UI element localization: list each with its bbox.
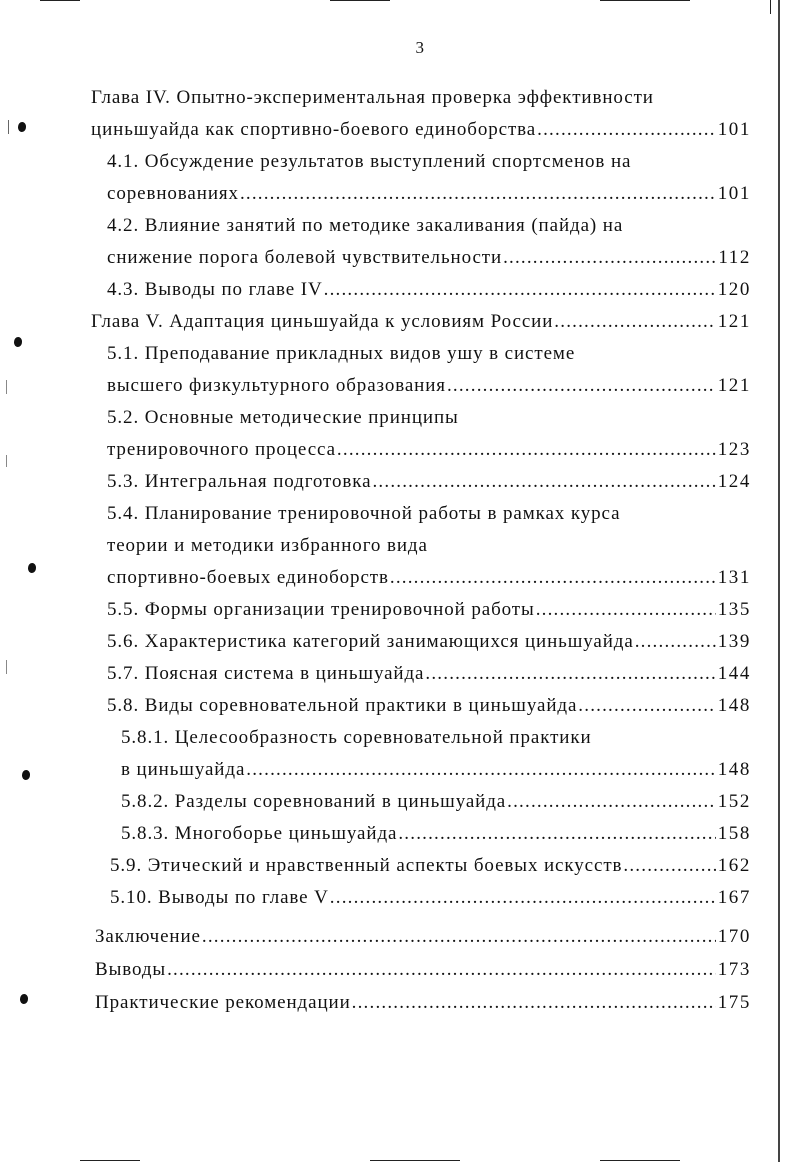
toc-line: [95, 921, 751, 953]
toc-line: [95, 954, 751, 986]
toc-leader-dots: [536, 594, 716, 626]
toc-entry-text: теории и методики избранного вида: [107, 535, 428, 556]
toc-entry-text: 4.3. Выводы по главе IV: [107, 279, 323, 300]
toc-line: [107, 274, 751, 306]
toc-line: [95, 987, 751, 1019]
toc-line: [110, 850, 751, 882]
toc-line: [107, 242, 751, 274]
scan-line-bottom-mid: [370, 1160, 460, 1161]
toc-line: [107, 562, 751, 594]
toc-entry-text: 5.4. Планирование тренировочной работы в рамках курса: [107, 503, 621, 524]
scan-margin-tick-2: [6, 380, 7, 394]
toc-leader-dots: [246, 754, 715, 786]
scan-line-top-mid: [330, 0, 390, 1]
toc-leader-dots: [398, 818, 715, 850]
scan-line-top-right: [600, 0, 690, 1]
toc-leader-dots: [623, 850, 715, 882]
toc-entry-text: 5.1. Преподавание прикладных видов ушу в системе: [107, 343, 576, 364]
toc-line: [121, 818, 751, 850]
toc-line: [107, 530, 428, 562]
toc-leader-dots: [554, 306, 715, 338]
toc-line: [121, 722, 592, 754]
toc-line: [107, 338, 575, 370]
toc-entry-text: тренировочного процесса: [107, 439, 336, 460]
toc-page-number: 167: [717, 887, 751, 908]
toc-entry-text: 5.8. Виды соревновательной практики в циньшуайда: [107, 695, 578, 716]
toc-entry-text: снижение порога болевой чувствительности: [107, 247, 503, 268]
toc-page-number: 173: [717, 959, 751, 980]
toc-entry-text: 5.5. Формы организации тренировочной работы: [107, 599, 535, 620]
toc-page-number: 135: [717, 599, 751, 620]
toc-entry-text: соревнованиях: [107, 183, 239, 204]
toc-entry-text: высшего физкультурного образования: [107, 375, 446, 396]
toc-entry-text: Глава V. Адаптация циньшуайда к условиям России: [91, 311, 554, 332]
toc-line: [107, 690, 751, 722]
toc-entry-text: Заключение: [95, 926, 201, 947]
toc-leader-dots: [330, 882, 716, 914]
toc-page-number: 175: [717, 992, 751, 1013]
toc-line: [107, 466, 751, 498]
scan-margin-tick-4: [6, 660, 7, 674]
binder-hole-mark: [14, 337, 22, 347]
toc-page-number: 123: [717, 439, 751, 460]
binder-hole-mark: [18, 122, 26, 132]
toc-leader-dots: [240, 178, 716, 210]
toc-leader-dots: [447, 370, 716, 402]
toc-page-number: 131: [717, 567, 751, 588]
binder-hole-mark: [20, 994, 28, 1004]
toc-entry-text: 5.8.3. Многоборье циньшуайда: [121, 823, 398, 844]
page-number: 3: [415, 38, 425, 57]
scan-edge-right: [778, 0, 780, 1162]
toc-line: [107, 434, 751, 466]
scan-margin-tick-3: [6, 455, 7, 467]
toc-page-number: 121: [717, 375, 751, 396]
toc-entry-text: 5.9. Этический и нравственный аспекты боевых искусств: [110, 855, 623, 876]
toc-line: [121, 754, 751, 786]
toc-page-number: 144: [717, 663, 751, 684]
toc-page-number: 170: [717, 926, 751, 947]
toc-line: [107, 498, 620, 530]
toc-leader-dots: [390, 562, 716, 594]
toc-entry-text: Выводы: [95, 959, 167, 980]
toc-entry-text: 5.10. Выводы по главе V: [110, 887, 329, 908]
toc-line: [107, 658, 751, 690]
toc-line: [91, 82, 654, 114]
toc-entry-text: 5.3. Интегральная подготовка: [107, 471, 372, 492]
toc-line: [107, 402, 459, 434]
toc-leader-dots: [503, 242, 716, 274]
toc-leader-dots: [337, 434, 716, 466]
scan-line-bottom-left: [80, 1160, 140, 1161]
toc-entry-text: 5.7. Поясная система в циньшуайда: [107, 663, 425, 684]
toc-line: [107, 626, 751, 658]
binder-hole-mark: [28, 563, 36, 573]
toc-entry-text: 5.2. Основные методические принципы: [107, 407, 459, 428]
toc-line: [110, 882, 751, 914]
toc-entry-text: в циньшуайда: [121, 759, 246, 780]
toc-entry-text: 5.8.2. Разделы соревнований в циньшуайда: [121, 791, 507, 812]
toc-entry-text: спортивно-боевых единоборств: [107, 567, 389, 588]
toc-line: [91, 306, 751, 338]
toc-page-number: 101: [717, 183, 751, 204]
toc-leader-dots: [324, 274, 716, 306]
toc-line: [107, 210, 623, 242]
toc-leader-dots: [372, 466, 715, 498]
scan-margin-tick-1: [8, 120, 9, 134]
scan-line-top-left: [40, 0, 80, 1]
toc-line: [91, 114, 751, 146]
toc-entry-text: 4.1. Обсуждение результатов выступлений спортсменов на: [107, 151, 632, 172]
toc-line: [107, 594, 751, 626]
toc-line: [107, 178, 751, 210]
toc-page-number: 148: [717, 759, 751, 780]
toc-entry-text: Глава IV. Опытно-экспериментальная проверка эффективности: [91, 87, 654, 108]
toc-leader-dots: [578, 690, 715, 722]
toc-leader-dots: [202, 921, 716, 953]
toc-leader-dots: [507, 786, 716, 818]
toc-page-number: 139: [717, 631, 751, 652]
toc-entry-text: циньшуайда как спортивно-боевого единоборства: [91, 119, 537, 140]
toc-page-number: 124: [717, 471, 751, 492]
toc-page-number: 162: [717, 855, 751, 876]
toc-page-number: 158: [717, 823, 751, 844]
toc-entry-text: 5.6. Характеристика категорий занимающихся циньшуайда: [107, 631, 634, 652]
toc-page-number: 121: [717, 311, 751, 332]
toc-entry-text: 4.2. Влияние занятий по методике закаливания (пайда) на: [107, 215, 624, 236]
toc-page-number: 120: [717, 279, 751, 300]
toc-page-number: 101: [717, 119, 751, 140]
toc-leader-dots: [537, 114, 716, 146]
toc-line: [107, 370, 751, 402]
toc-leader-dots: [425, 658, 715, 690]
toc-page-number: 152: [717, 791, 751, 812]
toc-leader-dots: [352, 987, 716, 1019]
toc-line: [121, 786, 751, 818]
toc-leader-dots: [167, 954, 716, 986]
binder-hole-mark: [22, 770, 30, 780]
toc-line: [107, 146, 631, 178]
scan-edge-right-tick: [770, 0, 771, 14]
toc-leader-dots: [635, 626, 716, 658]
toc-page-number: 112: [718, 247, 751, 268]
toc-page-number: 148: [717, 695, 751, 716]
scan-line-bottom-right: [600, 1160, 680, 1161]
toc-entry-text: Практические рекомендации: [95, 992, 351, 1013]
toc-entry-text: 5.8.1. Целесообразность соревновательной практики: [121, 727, 592, 748]
